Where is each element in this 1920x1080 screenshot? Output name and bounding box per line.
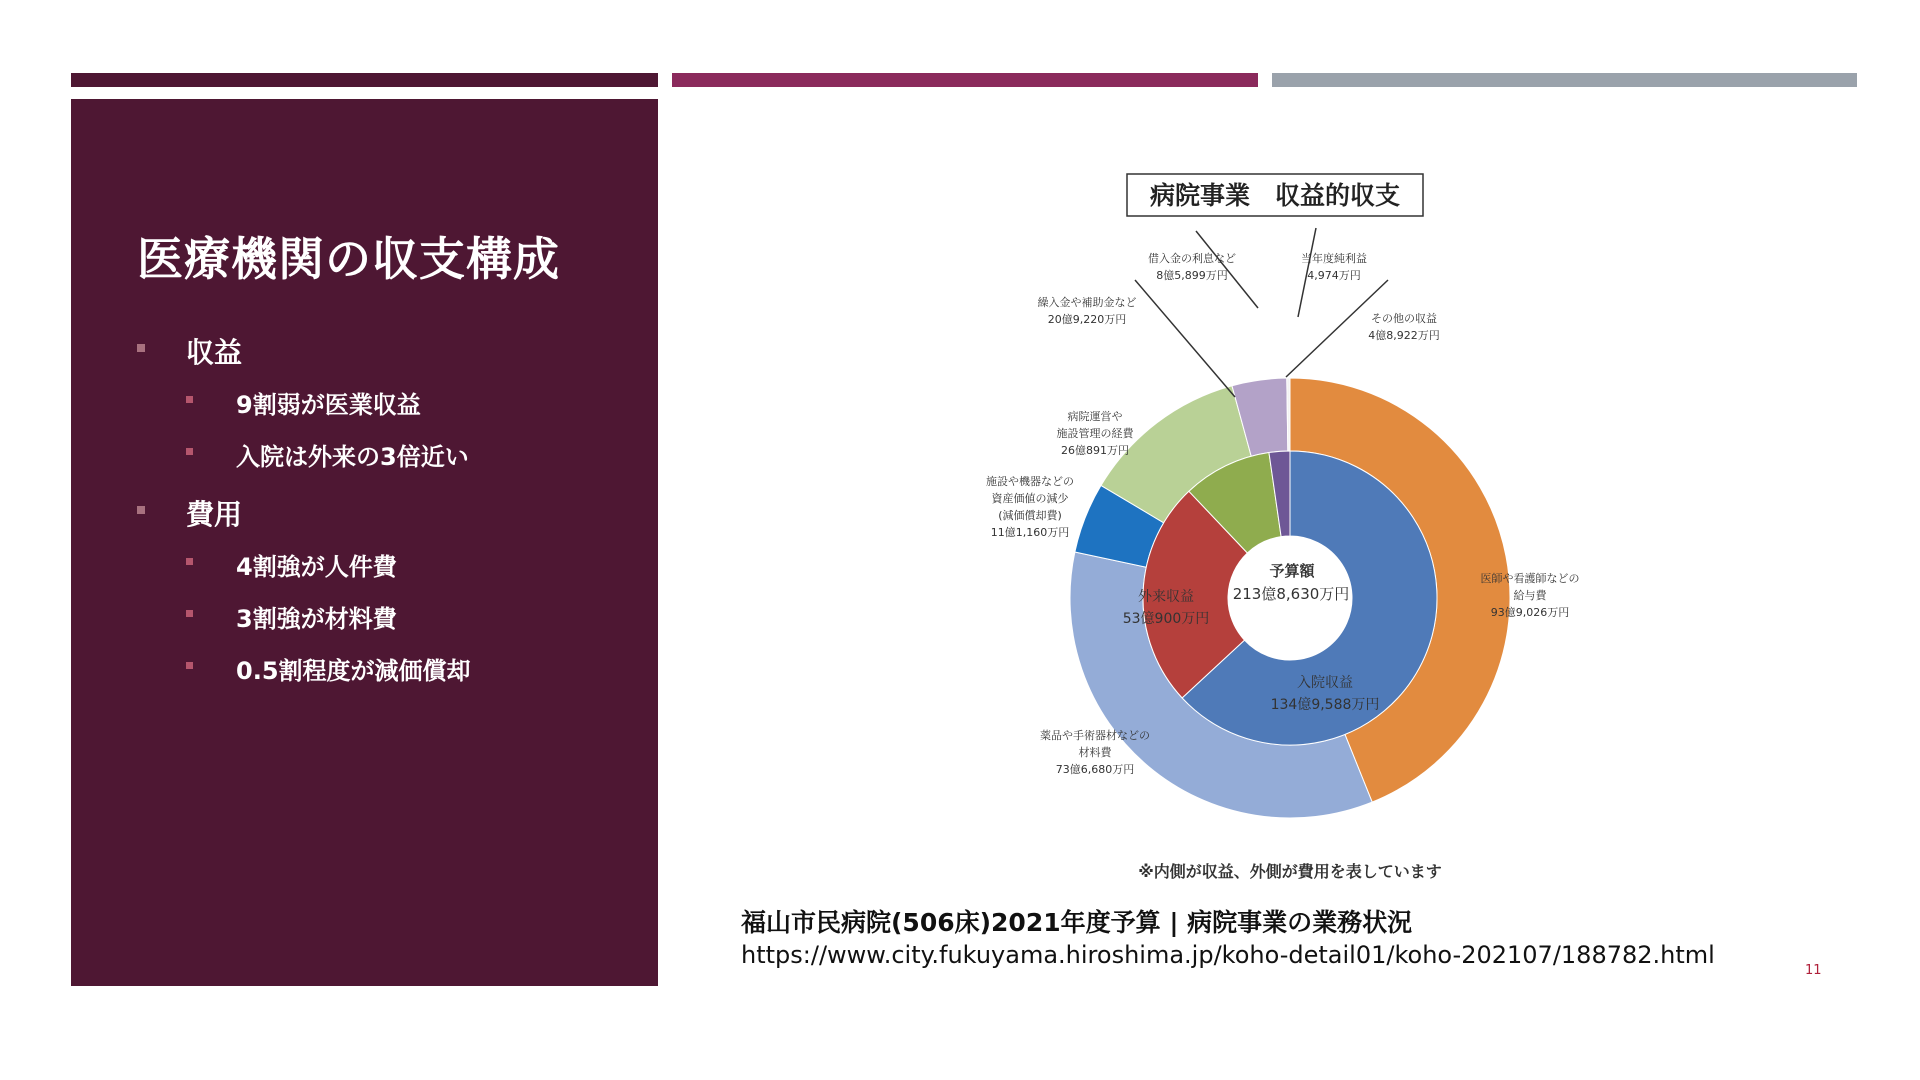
page-number: 11 — [1805, 963, 1822, 978]
callout-line: 20億9,220万円 — [1047, 313, 1127, 326]
callout-line: 病院運営や — [1067, 410, 1123, 423]
callout-line: 施設や機器などの — [986, 475, 1074, 488]
sub-bullet-item — [186, 651, 471, 686]
title-panel — [71, 99, 658, 986]
callout-line: 11億1,160万円 — [990, 526, 1070, 539]
center-label-amount: 213億8,630万円 — [1232, 585, 1350, 603]
callout-outer-genka — [986, 474, 1074, 539]
callout-line: 93億9,026万円 — [1490, 606, 1570, 619]
source-url[interactable]: https://www.city.fukuyama.hiroshima.jp/koho-detail01/koho-202107/188782.html — [741, 941, 1715, 969]
sub-bullet-item — [186, 385, 421, 420]
chart-note: ※内側が収益、外側が費用を表しています — [1138, 862, 1442, 881]
revenue-expense-chart — [920, 170, 1620, 900]
callout-line: (減価償却費) — [998, 509, 1062, 522]
bullet-text: 収益 — [186, 336, 243, 369]
callout-line: 医師や看護師などの — [1480, 572, 1580, 585]
chart-title: 病院事業 収益的収支 — [1149, 181, 1401, 210]
bullet-text: 0.5割程度が減価償却 — [236, 657, 471, 685]
callout-line: 外来収益 — [1138, 589, 1194, 605]
bullet-marker — [186, 610, 193, 617]
callout-line: その他の収益 — [1371, 312, 1437, 325]
callout-line: 8億5,899万円 — [1156, 269, 1228, 282]
callout-line: 4,974万円 — [1307, 269, 1361, 282]
callout-outer-risoku — [1148, 251, 1236, 282]
bullet-marker — [186, 396, 193, 403]
callout-line: 当年度純利益 — [1301, 252, 1367, 265]
callout-line: 施設管理の経費 — [1056, 427, 1134, 440]
callout-line: 73億6,680万円 — [1055, 763, 1135, 776]
callout-line: 26億891万円 — [1061, 444, 1129, 457]
callout-line: 入院収益 — [1297, 675, 1353, 691]
bullet-text: 入院は外来の3倍近い — [236, 443, 469, 471]
source-title: 福山市民病院(506床)2021年度予算 | 病院事業の業務状況 — [741, 908, 1413, 937]
header-bar-left — [71, 73, 658, 87]
callout-inner-sonota — [1368, 311, 1440, 342]
callout-line: 給与費 — [1513, 589, 1547, 602]
callout-line: 薬品や手術器材などの — [1040, 729, 1150, 742]
callout-line: 53億900万円 — [1122, 611, 1210, 627]
center-label-line1: 予算額 — [1269, 562, 1315, 580]
header-bar-right — [1272, 73, 1857, 87]
callout-line: 4億8,922万円 — [1368, 329, 1440, 342]
sub-bullet-item — [186, 599, 397, 634]
bullet-marker — [186, 448, 193, 455]
bullet-marker — [137, 506, 145, 514]
bullet-item — [137, 493, 242, 533]
bullet-text: 費用 — [186, 498, 243, 531]
bullet-text: 3割強が材料費 — [236, 605, 397, 633]
header-bar-middle — [672, 73, 1258, 87]
bullet-marker — [137, 344, 145, 352]
callout-outer-keihi — [1057, 409, 1135, 457]
bullet-text: 9割弱が医業収益 — [236, 391, 421, 419]
callout-line: 借入金の利息など — [1148, 252, 1236, 265]
chart-title-box — [1127, 174, 1423, 216]
sub-bullet-item — [186, 547, 397, 582]
callout-line: 材料費 — [1078, 746, 1112, 759]
callout-line: 繰入金や補助金など — [1037, 296, 1137, 309]
outer-ring-slice-5 — [1287, 378, 1290, 451]
callout-outer-rieki — [1301, 251, 1367, 282]
bullet-text: 4割強が人件費 — [236, 553, 397, 581]
callout-line: 資産価値の減少 — [991, 492, 1069, 505]
slide-title: 医療機関の収支構成 — [137, 232, 560, 286]
callout-line: 134億9,588万円 — [1270, 697, 1380, 713]
leader-line-3 — [1135, 280, 1235, 397]
callout-inner-kuriire — [1038, 295, 1137, 326]
sub-bullet-item — [186, 437, 469, 472]
bullet-marker — [186, 558, 193, 565]
bullet-marker — [186, 662, 193, 669]
bullet-item — [137, 331, 242, 371]
